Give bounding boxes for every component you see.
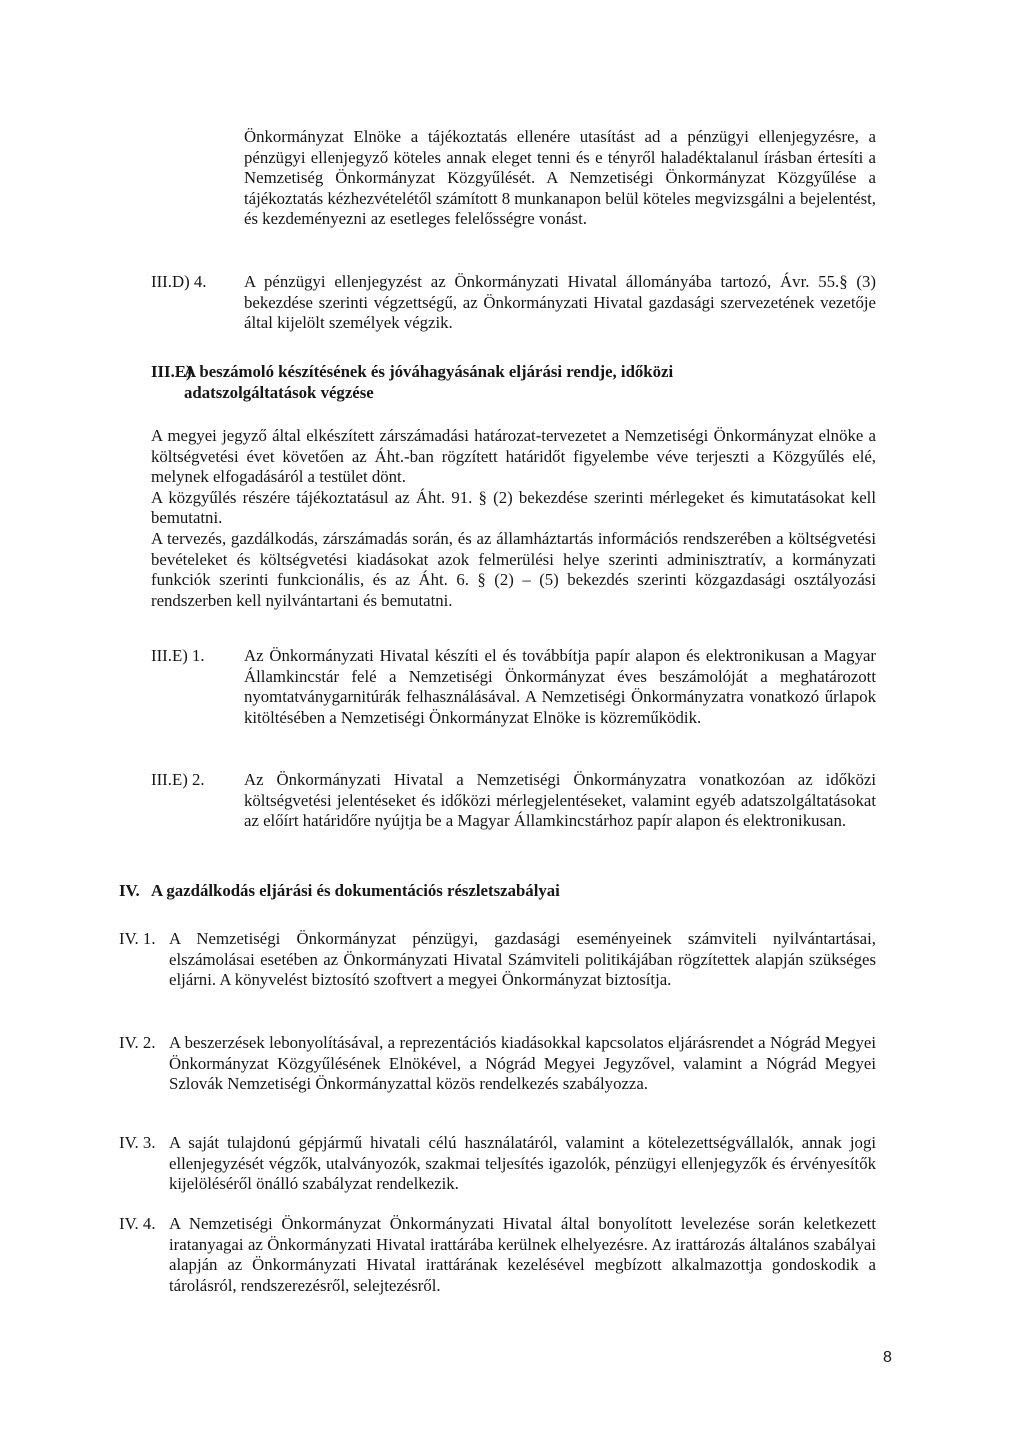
paragraph: A közgyűlés részére tájékoztatásul az Áht. 91. § (2) bekezdése szerinti mérlegeket és kimutatásokat kell bemutatni. (151, 487, 876, 528)
item-iv3 (119, 1133, 876, 1197)
item-iiie1 (151, 646, 876, 752)
item-text: A Nemzetiségi Önkormányzat pénzügyi, gazdasági eseményeinek számviteli nyilvántartásai, elszámolásai esetében az Önkormányzati Hivatal Számviteli politikájában rögzítettek alapján szükséges eljárni. A könyvelést biztosító szoftvert a megyei Önkormányzat biztosítja. (169, 929, 876, 990)
item-iv4 (119, 1214, 876, 1298)
item-text: A saját tulajdonú gépjármű hivatali célú használatáról, valamint a kötelezettségvállalók, annak jogi ellenjegyzését végzők, utalványozók, szakmai teljesítés igazolók, pénzügyi ellenjegyzők és érvényesítők kijelöléséről önálló szabályzat rendelkezik. (169, 1133, 876, 1194)
section-heading-iiie (151, 362, 876, 406)
heading-number: III.E) (151, 362, 192, 381)
heading-number: IV. (119, 881, 140, 900)
item-iiid4 (151, 272, 876, 336)
item-number: IV. 4. (119, 1214, 156, 1233)
heading-text: A gazdálkodás eljárási és dokumentációs részletszabályai (151, 881, 560, 900)
item-text: A Nemzetiségi Önkormányzat Önkormányzati Hivatal által bonyolított levelezése során keletkezett iratanyagai az Önkormányzati Hivatal irattárába kerülnek elhelyezésre. Az irattározás általános szabályai alapján az Önkormányzati Hivatal irattárának kezelésével megbízott alkalmazottja gondoskodik a tárolásról, rendszerezésről, selejtezésről. (169, 1214, 876, 1295)
item-number: III.E) 2. (151, 770, 205, 789)
item-number: III.E) 1. (151, 646, 205, 665)
item-text: A beszerzések lebonyolításával, a reprezentációs kiadásokkal kapcsolatos eljárásrendet a Nógrád Megyei Önkormányzat Közgyűlésének Elnökével, a Nógrád Megyei Jegyzővel, valamint a Nógrád Megyei Szlovák Nemzetiségi Önkormányzattal közös rendelkezés szabályozza. (169, 1033, 876, 1094)
item-iv1 (119, 929, 876, 1013)
heading-text: A beszámoló készítésének és jóváhagyásának eljárási rendje, időközi adatszolgáltatások végzése (184, 362, 674, 402)
top-paragraph (244, 127, 876, 230)
item-number: IV. 3. (119, 1133, 156, 1152)
item-number: IV. 2. (119, 1033, 156, 1052)
item-number: IV. 1. (119, 929, 156, 948)
paragraph: A megyei jegyző által elkészített zárszámadási határozat-tervezetet a Nemzetiségi Önkormányzat elnöke a költségvetési évet követően az Áht.-ban rögzített határidőt figyelembe véve terjeszti a Közgyűlés elé, melynek elfogadásáról a testület dönt. (151, 426, 876, 487)
item-text: A pénzügyi ellenjegyzést az Önkormányzati Hivatal állományába tartozó, Ávr. 55.§ (3) bekezdése szerinti végzettségű, az Önkormányzati Hivatal gazdasági szervezetének vezetője által kijelölt személyek végzik. (244, 272, 876, 333)
paragraph: A tervezés, gazdálkodás, zárszámadás során, és az államháztartás információs rendszerében a költségvetési bevételeket és költségvetési kiadásokat azok felmerülési helye szerinti adminisztratív, a kormányzati funkciók szerinti funkcionális, és az Áht. 6. § (2) – (5) bekezdés szerinti közgazdasági osztályozási rendszerben kell nyilvántartani és bemutatni. (151, 528, 876, 610)
item-iv2 (119, 1033, 876, 1117)
item-text: Az Önkormányzati Hivatal készíti el és továbbítja papír alapon és elektronikusan a Magyar Államkincstár felé a Nemzetiségi Önkormányzat éves beszámolóját a meghatározott nyomtatványgarnitúrák felhasználásával. A Nemzetiségi Önkormányzatra vonatkozó űrlapok kitöltésében a Nemzetiségi Önkormányzat Elnöke is közreműködik. (244, 646, 876, 727)
item-text: Az Önkormányzati Hivatal a Nemzetiségi Önkormányzatra vonatkozóan az időközi költségvetési jelentéseket és időközi mérlegjelentéseket, valamint egyéb adatszolgáltatásokat az előírt határidőre nyújtja be a Magyar Államkincstárhoz papír alapon és elektronikusan. (244, 770, 876, 831)
section-heading-iv (119, 881, 876, 903)
iiie-paragraphs (151, 426, 876, 611)
paragraph: Önkormányzat Elnöke a tájékoztatás ellenére utasítást ad a pénzügyi ellenjegyzésre, a pénzügyi ellenjegyző köteles annak eleget tenni és e tényről haladéktalanul írásban értesíti a Nemzetiség Önkormányzat Közgyűlését. A Nemzetiségi Önkormányzat Közgyűlése a tájékoztatás kézhezvételétől számított 8 munkanapon belül köteles megvizsgálni a bejelentést, és kezdeményezni az esetleges felelősségre vonást. (244, 127, 876, 229)
page-number: 8 (883, 1349, 892, 1366)
item-number: III.D) 4. (151, 272, 207, 291)
item-iiie2 (151, 770, 876, 856)
